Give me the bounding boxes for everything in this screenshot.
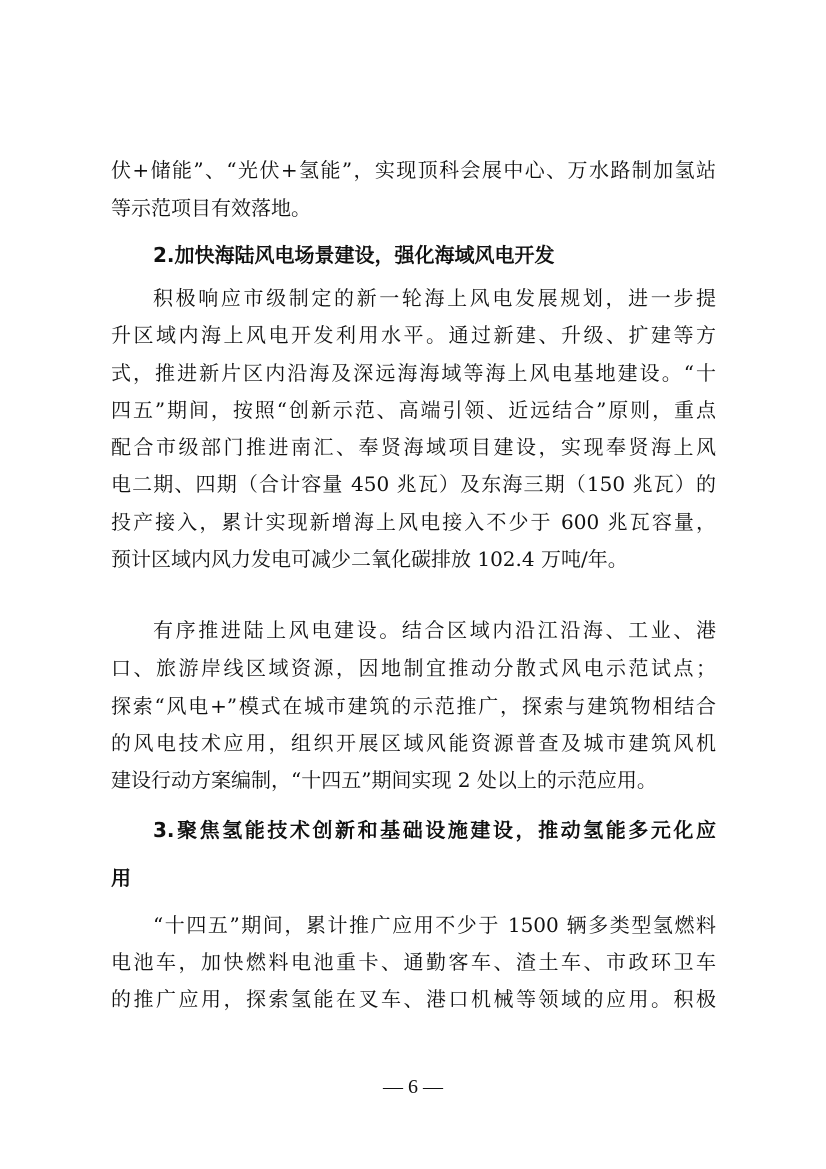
paragraph-line: “十四五”期间，累计推广应用不少于 1500 辆多类型氢燃料 — [153, 913, 716, 937]
section-heading-2: 2.加快海陆风电场景建设，强化海域风电开发 — [153, 243, 555, 267]
paragraph-line: 伏+储能”、“光伏+氢能”，实现顶科会展中心、万水路制加氢站 — [111, 158, 716, 182]
paragraph-line: 预计区域内风力发电可减少二氧化碳排放 102.4 万吨/年。 — [111, 547, 628, 571]
paragraph-line: 有序推进陆上风电建设。结合区域内沿江沿海、工业、港 — [153, 618, 716, 642]
page-number: — 6 — — [383, 1076, 443, 1098]
section-heading-3: 3.聚焦氢能技术创新和基础设施建设，推动氢能多元化应 — [153, 818, 716, 842]
paragraph-line: 建设行动方案编制，“十四五”期间实现 2 处以上的示范应用。 — [111, 768, 657, 792]
paragraph-line: 等示范项目有效落地。 — [111, 196, 311, 220]
paragraph-line: 的推广应用，探索氢能在叉车、港口机械等领域的应用。积极 — [111, 987, 716, 1011]
paragraph-line: 配合市级部门推进南汇、奉贤海域项目建设，实现奉贤海上风 — [111, 435, 716, 459]
paragraph-line: 式，推进新片区内沿海及深远海海域等海上风电基地建设。“十 — [111, 361, 716, 385]
paragraph-line: 探索“风电+”模式在城市建筑的示范推广，探索与建筑物相结合 — [111, 694, 716, 718]
paragraph-line: 的风电技术应用，组织开展区域风能资源普查及城市建筑风机 — [111, 731, 716, 755]
paragraph-line: 电二期、四期（合计容量 450 兆瓦）及东海三期（150 兆瓦）的 — [111, 472, 716, 496]
section-heading-3-cont: 用 — [111, 866, 131, 890]
paragraph-line: 四五”期间，按照“创新示范、高端引领、近远结合”原则，重点 — [111, 398, 716, 422]
paragraph-line: 电池车，加快燃料电池重卡、通勤客车、渣土车、市政环卫车 — [111, 950, 716, 974]
paragraph-line: 投产接入，累计实现新增海上风电接入不少于 600 兆瓦容量， — [111, 510, 716, 534]
paragraph-line: 升区域内海上风电开发利用水平。通过新建、升级、扩建等方 — [111, 323, 716, 347]
paragraph-line: 积极响应市级制定的新一轮海上风电发展规划，进一步提 — [153, 286, 716, 310]
paragraph-line: 口、旅游岸线区域资源，因地制宜推动分散式风电示范试点； — [111, 656, 716, 680]
